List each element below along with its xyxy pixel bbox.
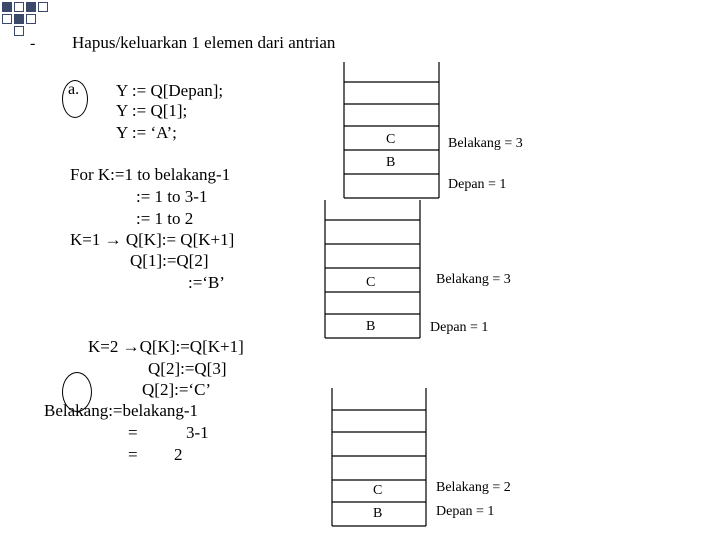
k2-line: Q[2]:=‘C’ (142, 380, 212, 399)
step-a-line: Y := Q[1]; (116, 101, 188, 120)
queue-2-cell: C (366, 275, 376, 290)
k2-equals: = (128, 445, 138, 464)
queue-3-cell: B (373, 506, 383, 521)
loop-line: For K:=1 to belakang-1 (70, 165, 231, 184)
k2-value: 3-1 (186, 423, 209, 442)
queue-2-rear-label: Belakang = 3 (436, 272, 511, 287)
queue-1-cell: B (386, 155, 396, 170)
step-a-label: a. (68, 81, 80, 98)
queue-3-cell: C (373, 483, 383, 498)
k2-line: Belakang:=belakang-1 (44, 401, 199, 420)
queue-3-front-label: Depan = 1 (436, 504, 495, 519)
queue-1-rear-label: Belakang = 3 (448, 136, 523, 151)
page-title: Hapus/keluarkan 1 elemen dari antrian (72, 33, 336, 52)
k2-value: 2 (174, 445, 183, 464)
k2-line: K=2 →Q[K]:=Q[K+1] (88, 337, 244, 356)
queue-3-rear-label: Belakang = 2 (436, 480, 511, 495)
queue-2-cell: B (366, 319, 376, 334)
loop-line: := 1 to 2 (136, 209, 194, 228)
loop-line: := 1 to 3-1 (136, 187, 208, 206)
k2-line: Q[2]:=Q[3] (148, 359, 227, 378)
bullet: - (30, 35, 36, 52)
step-a-line: Y := Q[Depan]; (116, 81, 224, 100)
loop-line: K=1 → Q[K]:= Q[K+1] (70, 230, 235, 249)
queue-1-box (344, 62, 439, 198)
queue-1-cell: C (386, 132, 396, 147)
loop-line: :=‘B’ (188, 273, 225, 292)
queue-1-front-label: Depan = 1 (448, 177, 507, 192)
step-a-line: Y := ‘A’; (116, 123, 177, 142)
queue-2-box (325, 200, 420, 338)
k2-equals: = (128, 423, 138, 442)
queue-2-front-label: Depan = 1 (430, 320, 489, 335)
loop-line: Q[1]:=Q[2] (130, 251, 209, 270)
